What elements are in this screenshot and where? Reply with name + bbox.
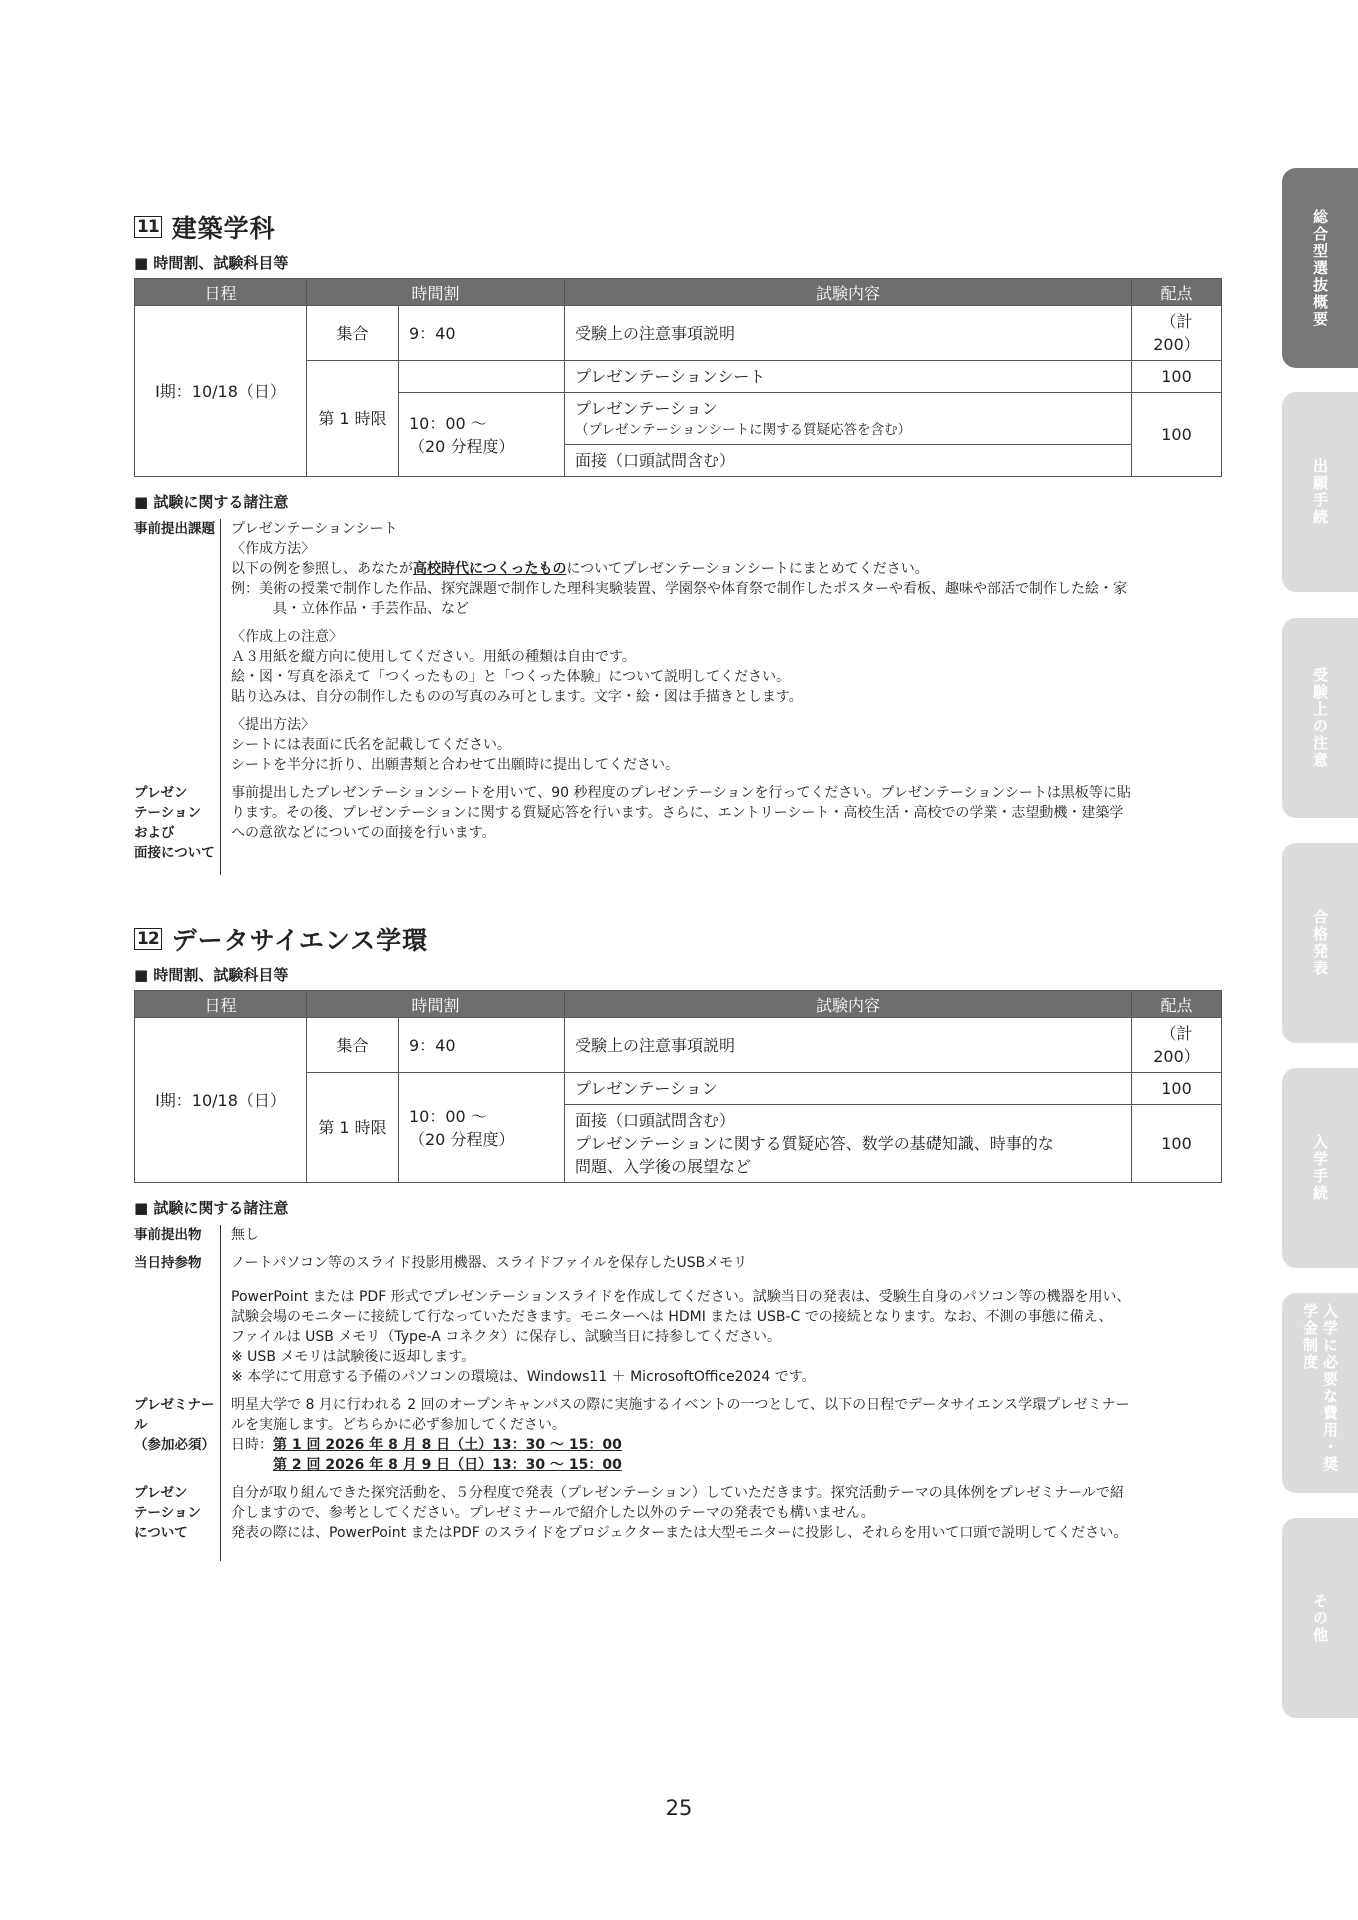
note-line: 〈作成方法〉 (231, 541, 315, 557)
note-line: 発表の際には、PowerPoint またはPDF のスライドをプロジェクターまたは大型モニターに投影し、それらを用いて口頭で説明してください。 (231, 1525, 1128, 1541)
tab-other[interactable] (1282, 1518, 1358, 1718)
note-line: ※ 本学にて用意する予備のパソコンの環境は、Windows11 ＋ MicrosoftOffice2024 です。 (231, 1369, 816, 1385)
date-cell: Ⅰ期：10/18（日） (135, 1018, 307, 1183)
header-date: 日程 (135, 991, 307, 1018)
note-line: 〈作成上の注意〉 (231, 629, 343, 645)
period-time-line1: 10：00 〜 (409, 1106, 487, 1126)
note-text: 日時： (231, 1437, 273, 1453)
note-line: シートには表面に氏名を記載してください。 (231, 737, 511, 753)
tab-results[interactable] (1282, 843, 1358, 1043)
row3-line: プレゼンテーションに関する質疑応答、数学の基礎知識、時事的な (575, 1134, 1054, 1153)
note-label: 事前提出物 (134, 1227, 202, 1243)
note-line: ※ USB メモリは試験後に返却します。 (231, 1349, 476, 1365)
note-label-line: テーション (134, 805, 201, 821)
schedule-table (134, 278, 1222, 477)
table-row (135, 306, 1222, 361)
period-time-line2: （20 分程度） (409, 436, 515, 456)
side-tab-nav (1282, 0, 1358, 1920)
note-line: PowerPoint または PDF 形式でプレゼンテーションスライドを作成してください。試験当日の発表は、受験生自身のパソコン等の機器を用い、 (231, 1289, 1131, 1305)
note-line: Ａ３用紙を縦方向に使用してください。用紙の種類は自由です。 (231, 649, 636, 665)
section-number: 11 (134, 216, 162, 238)
note-line (231, 1435, 1220, 1455)
note-line: 貼り込みは、自分の制作したものの写真のみ可とします。文字・絵・図は手描きとします。 (231, 689, 803, 705)
period-label: 第 1 時限 (307, 1073, 399, 1183)
note-label (134, 1395, 220, 1483)
note-line: 無し (231, 1227, 259, 1243)
note-item (134, 783, 1220, 875)
note-item (134, 1253, 1220, 1395)
row3-points: 100 (1132, 393, 1222, 477)
notes-list (134, 1225, 1220, 1561)
gather-points: （計 200） (1132, 306, 1222, 361)
note-line: 試験会場のモニターに接続して行なっていただきます。モニターへは HDMI または USB-C での接続となります。なお、不測の事態に備え、 (231, 1309, 1113, 1325)
row2-content: プレゼンテーションシート (565, 361, 1132, 393)
note-label-line: プレゼン (134, 785, 188, 801)
note-emphasis: 高校時代につくったもの (413, 561, 567, 577)
period-time (399, 1073, 565, 1183)
note-label-line: プレゼン (134, 1485, 188, 1501)
row2-points: 100 (1132, 361, 1222, 393)
table-header-row (135, 991, 1222, 1018)
header-content: 試験内容 (565, 991, 1132, 1018)
note-item (134, 1483, 1220, 1561)
section-title (134, 210, 1220, 244)
section-title-text: 建築学科 (171, 214, 276, 243)
header-time: 時間割 (307, 991, 565, 1018)
seminar-date-2: 第 2 回 2026 年 8 月 9 日（日）13：30 〜 15：00 (273, 1457, 622, 1473)
note-label-line: プレゼミナール (134, 1397, 215, 1433)
note-line: シートを半分に折り、出願書類と合わせて出願時に提出してください。 (231, 757, 679, 773)
note-body (220, 1483, 1220, 1561)
row3-content (565, 393, 1132, 445)
row3-points: 100 (1132, 1105, 1222, 1183)
note-line (231, 559, 1220, 579)
tab-label: 受験上の注意 (1311, 667, 1329, 769)
seminar-date-1: 第 1 回 2026 年 8 月 8 日（土）13：30 〜 15：00 (273, 1437, 622, 1453)
note-body (220, 1395, 1220, 1483)
note-line: ファイルは USB メモリ（Type-A コネクタ）に保存し、試験当日に持参してください。 (231, 1329, 782, 1345)
gather-label: 集合 (307, 306, 399, 361)
note-label: 事前提出課題 (134, 521, 215, 537)
note-line: ルを実施します。どちらかに必ず参加してください。 (231, 1417, 566, 1433)
tab-label: その他 (1311, 1592, 1329, 1644)
notes-list (134, 519, 1220, 875)
row3-line: 面接（口頭試問含む） (575, 1111, 736, 1130)
tab-application[interactable] (1282, 392, 1358, 592)
notes-heading: ■ 試験に関する諸注意 (134, 493, 289, 511)
row3-note: （プレゼンテーションシートに関する質疑応答を含む） (575, 422, 912, 438)
header-date: 日程 (135, 279, 307, 306)
gather-label: 集合 (307, 1018, 399, 1073)
table-header-row (135, 279, 1222, 306)
gather-time: 9：40 (399, 306, 565, 361)
row2-points: 100 (1132, 1073, 1222, 1105)
section-title-text: データサイエンス学環 (171, 926, 429, 955)
note-line: 例：美術の授業で制作した作品、探究課題で制作した理科実験装置、学園祭や体育祭で制作したポスターや看板、趣味や部活で制作した絵・家 (231, 581, 1127, 597)
gather-content: 受験上の注意事項説明 (565, 306, 1132, 361)
header-points: 配点 (1132, 991, 1222, 1018)
note-label-line: テーション (134, 1505, 201, 1521)
tab-label: 入学に必要な費用・奨学金制度 (1301, 1303, 1339, 1473)
note-item (134, 519, 1220, 783)
note-label-line: 面接について (134, 845, 215, 861)
tab-label: 出願手続 (1311, 458, 1329, 526)
note-line: ります。その後、プレゼンテーションに関する質疑応答を行います。さらに、エントリーシート・高校生活・高校での学業・志望動機・建築学 (231, 805, 1124, 821)
section-title (134, 922, 1220, 956)
row3-line: 問題、入学後の展望など (575, 1157, 752, 1176)
section-architecture (134, 210, 1220, 875)
period-time-line2: （20 分程度） (409, 1129, 515, 1149)
note-label-line: について (134, 1525, 188, 1541)
page-number: 25 (665, 1796, 693, 1820)
note-body (220, 1225, 1220, 1253)
period-label: 第 1 時限 (307, 361, 399, 477)
gather-points: （計 200） (1132, 1018, 1222, 1073)
tab-exam-notes[interactable] (1282, 618, 1358, 818)
note-line: への意欲などについての面接を行います。 (231, 825, 496, 841)
header-points: 配点 (1132, 279, 1222, 306)
tab-overview[interactable] (1282, 168, 1358, 368)
note-line: ノートパソコン等のスライド投影用機器、スライドファイルを保存したUSBメモリ (231, 1255, 748, 1271)
note-label-line: および (134, 825, 175, 841)
header-time: 時間割 (307, 279, 565, 306)
note-label-line: （参加必須） (134, 1437, 215, 1453)
period-time-line1: 10：00 〜 (409, 413, 487, 433)
section-data-science (134, 922, 1220, 1561)
row2-content: プレゼンテーション (565, 1073, 1132, 1105)
empty-cell (399, 361, 565, 393)
note-label: 当日持参物 (134, 1255, 202, 1271)
note-line: プレゼンテーションシート (231, 521, 398, 537)
tab-fees-scholarship[interactable] (1282, 1293, 1358, 1493)
note-line: 〈提出方法〉 (231, 717, 315, 733)
gather-content: 受験上の注意事項説明 (565, 1018, 1132, 1073)
gather-time: 9：40 (399, 1018, 565, 1073)
note-line: 介しますので、参考としてください。プレゼミナールで紹介した以外のテーマの発表でも構いません。 (231, 1505, 875, 1521)
tab-label: 入学手続 (1311, 1134, 1329, 1202)
note-item (134, 1225, 1220, 1253)
note-item (134, 1395, 1220, 1483)
row3-content (565, 1105, 1132, 1183)
note-line: 自分が取り組んできた探究活動を、５分程度で発表（プレゼンテーション）していただきます。探究活動テーマの具体例をプレゼミナールで紹 (231, 1485, 1124, 1501)
tab-enrollment[interactable] (1282, 1068, 1358, 1268)
note-line: 具・立体作品・手芸作品、など (273, 601, 469, 617)
note-body (220, 519, 1220, 783)
tab-label: 合格発表 (1311, 909, 1329, 977)
note-text: 以下の例を参照し、あなたが (231, 561, 413, 577)
tab-label: 総合型選抜概要 (1311, 208, 1329, 328)
period-time (399, 393, 565, 477)
schedule-table (134, 990, 1222, 1183)
schedule-heading: ■ 時間割、試験科目等 (134, 254, 289, 272)
section-number: 12 (134, 928, 162, 950)
notes-heading: ■ 試験に関する諸注意 (134, 1199, 289, 1217)
note-body (220, 783, 1220, 875)
header-content: 試験内容 (565, 279, 1132, 306)
note-label (134, 783, 220, 875)
note-line: 事前提出したプレゼンテーションシートを用いて、90 秒程度のプレゼンテーションを行ってください。プレゼンテーションシートは黒板等に貼 (231, 785, 1131, 801)
note-label (134, 1483, 220, 1561)
note-line: 絵・図・写真を添えて「つくったもの」と「つくった体験」について説明してください。 (231, 669, 791, 685)
note-line: 明星大学で 8 月に行われる 2 回のオープンキャンパスの際に実施するイベントの一つとして、以下の日程でデータサイエンス学環プレゼミナー (231, 1397, 1130, 1413)
row4-content: 面接（口頭試問含む） (565, 445, 1132, 477)
schedule-heading: ■ 時間割、試験科目等 (134, 966, 289, 984)
row3-title: プレゼンテーション (575, 399, 718, 418)
note-text: についてプレゼンテーションシートにまとめてください。 (566, 561, 929, 577)
note-body (220, 1253, 1220, 1395)
date-cell: Ⅰ期：10/18（日） (135, 306, 307, 477)
note-line (231, 1455, 1220, 1475)
table-row (135, 1018, 1222, 1073)
